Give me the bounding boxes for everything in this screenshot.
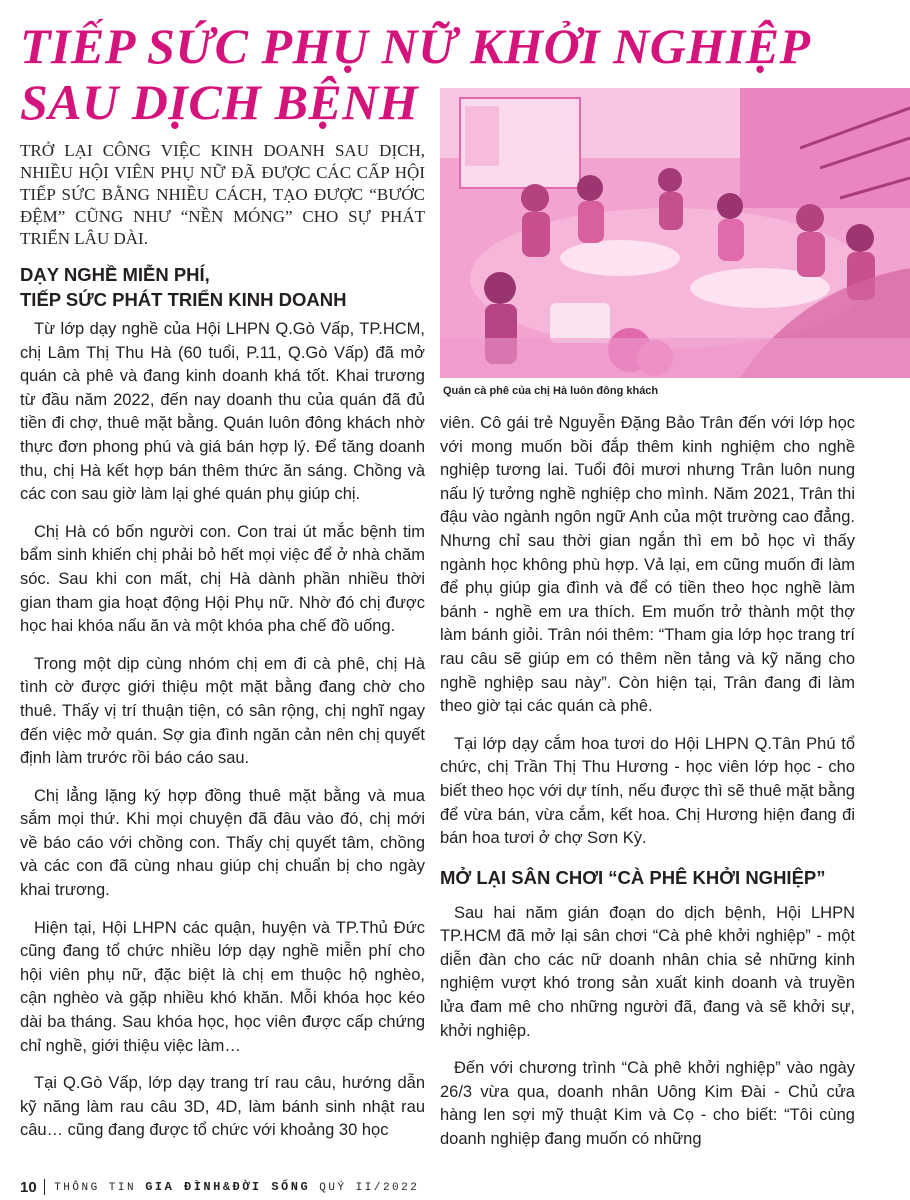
cafe-photo [440,88,910,378]
paragraph: Chị Hà có bốn người con. Con trai út mắc bệnh tim bẩm sinh khiến chị phải bỏ hết mọi việc để ở nhà chăm sóc. Sau khi con mất, chị Hà dành phần nhiều thời gian tham gia hoạt động Hội Phụ nữ. Nhờ đó chị được học hai khóa nấu ăn và một khóa pha chế đồ uống. [20,522,425,636]
publication-name [54,1180,419,1194]
section-heading-1-line-2: TIẾP SỨC PHÁT TRIỂN KINH DOANH [20,289,347,310]
paragraph: Hiện tại, Hội LHPN các quận, huyện và TP.Thủ Đức cũng đang tổ chức nhiều lớp dạy nghề miễn phí cho hội viên phụ nữ, đặc biệt là chị em thuộc hộ nghèo, cận nghèo và gặp nhiều khó khăn. Mỗi khóa học kéo dài ba tháng. Sau khóa học, học viên được cấp chứng chỉ nghề, giới thiệu việc làm… [20,918,425,1055]
publication-issue: QUÝ II/2022 [319,1182,420,1194]
paragraph: Trong một dịp cùng nhóm chị em đi cà phê, chị Hà tình cờ được giới thiệu một mặt bằng đang chờ cho thuê. Thấy vị trí thuận tiện, có sân rộng, chị nghĩ ngay đến việc mở quán. Sợ gia đình ngăn cản nên chị quyết định làm trước rồi báo cáo sau. [20,654,425,768]
publication-title: GIA ĐÌNH&ĐỜI SỐNG [145,1180,311,1194]
paragraph: Đến với chương trình “Cà phê khởi nghiệp” vào ngày 26/3 vừa qua, doanh nhân Uông Kim Đài - Chủ cửa hàng len sợi mỹ thuật Kim và Cọ - cho biết: “Tôi cùng doanh nghiệp đang muốn có những [440,1059,855,1149]
title-line-1: TIẾP SỨC PHỤ NỮ KHỞI NGHIỆP [20,18,811,74]
section-heading-1 [20,262,346,312]
footer-divider [44,1179,46,1195]
paragraph: Sau hai năm gián đoạn do dịch bệnh, Hội LHPN TP.HCM đã mở lại sân chơi “Cà phê khởi nghiệp” - một diễn đàn cho các nữ doanh nhân chia sẻ những kinh nghiệm vượt khó trong sản xuất kinh doanh và truyền lửa đam mê cho những người đã, đang và sẽ khởi sự, khởi nghiệp. [440,903,855,1040]
right-column [440,412,855,1166]
section-heading-1-line-1: DẠY NGHỀ MIỄN PHÍ, [20,264,210,285]
paragraph: Tại Q.Gò Vấp, lớp dạy trang trí rau câu, hướng dẫn kỹ năng làm rau câu 3D, 4D, làm bánh sinh nhật rau câu… cũng đang được tổ chức với khoảng 30 học [20,1074,425,1140]
left-column [20,318,425,1157]
paragraph: Chị lẳng lặng ký hợp đồng thuê mặt bằng và mua sắm mọi thứ. Khi mọi chuyện đã đâu vào đó, chị mới về báo cáo với chồng con. Thấy chị quyết tâm, chồng và các con đã cùng nhau giúp chị chuẩn bị cho ngày khai trương. [20,786,425,900]
section-heading-2: MỞ LẠI SÂN CHƠI “CÀ PHÊ KHỞI NGHIỆP” [440,866,826,888]
paragraph: viên. Cô gái trẻ Nguyễn Đặng Bảo Trân đến với lớp học với mong muốn bồi đắp thêm kinh nghiệm cho nghề nghiệp tương lai. Tuổi đôi mươi nhưng Trân luôn nung nấu lý tưởng nghề nghiệp cho mình. Năm 2021, Trân thi đậu vào ngành ngôn ngữ Anh của một trường cao đẳng. Nhưng chỉ sau thời gian ngắn thì em bỏ học vì thấy ngành học không phù hợp. Vả lại, em cũng muốn đi làm để phụ giúp gia đình và để có tiền theo học nghề làm bánh - nghề em ưa thích. Em muốn trở thành một thợ làm bánh giỏi. Trân nói thêm: “Tham gia lớp học trang trí rau câu sẽ giúp em có thêm nền tảng và kỹ năng cho nghề nghiệp sau này”. Còn hiện tại, Trân đang đi làm theo giờ tại các quán cà phê. [440,414,855,716]
paragraph: Từ lớp dạy nghề của Hội LHPN Q.Gò Vấp, TP.HCM, chị Lâm Thị Thu Hà (60 tuổi, P.11, Q.Gò Vấp) đã mở quán cà phê và đang kinh doanh khá tốt. Khai trương từ đầu năm 2022, đến nay doanh thu của quán đã đủ tiền đi chợ, thuê mặt bằng. Quán luôn đông khách nhờ thực đơn phong phú và giá bán hợp lý. Để tăng doanh thu, chị Hà kết hợp bán thêm thức ăn sáng. Chồng và các con sau giờ làm lại ghé quán phụ giúp chị. [20,320,425,504]
page-footer [20,1178,900,1196]
cafe-scene-illustration [440,88,910,378]
article-lead: TRỞ LẠI CÔNG VIỆC KINH DOANH SAU DỊCH, NHIỀU HỘI VIÊN PHỤ NỮ ĐÃ ĐƯỢC CÁC CẤP HỘI TIẾP SỨC BẰNG NHIỀU CÁCH, TẠO ĐƯỢC “BƯỚC ĐỆM” CŨNG NHƯ “NỀN MÓNG” CHO SỰ PHÁT TRIỂN LÂU DÀI. [20,141,425,248]
photo-caption: Quán cà phê của chị Hà luôn đông khách [443,385,659,397]
title-line-2: SAU DỊCH BỆNH [20,74,419,130]
page-number: 10 [20,1178,37,1196]
publication-prefix: THÔNG TIN [54,1182,137,1194]
paragraph: Tại lớp dạy cắm hoa tươi do Hội LHPN Q.Tân Phú tổ chức, chị Trần Thị Thu Hương - học viên lớp học - cho biết theo học với dự tính, nếu được thì sẽ thuê mặt bằng để vừa bán, vừa cắm, kết hoa. Chị Hương hiện đang đi bán hoa tươi ở chợ Sơn Kỳ. [440,734,855,848]
